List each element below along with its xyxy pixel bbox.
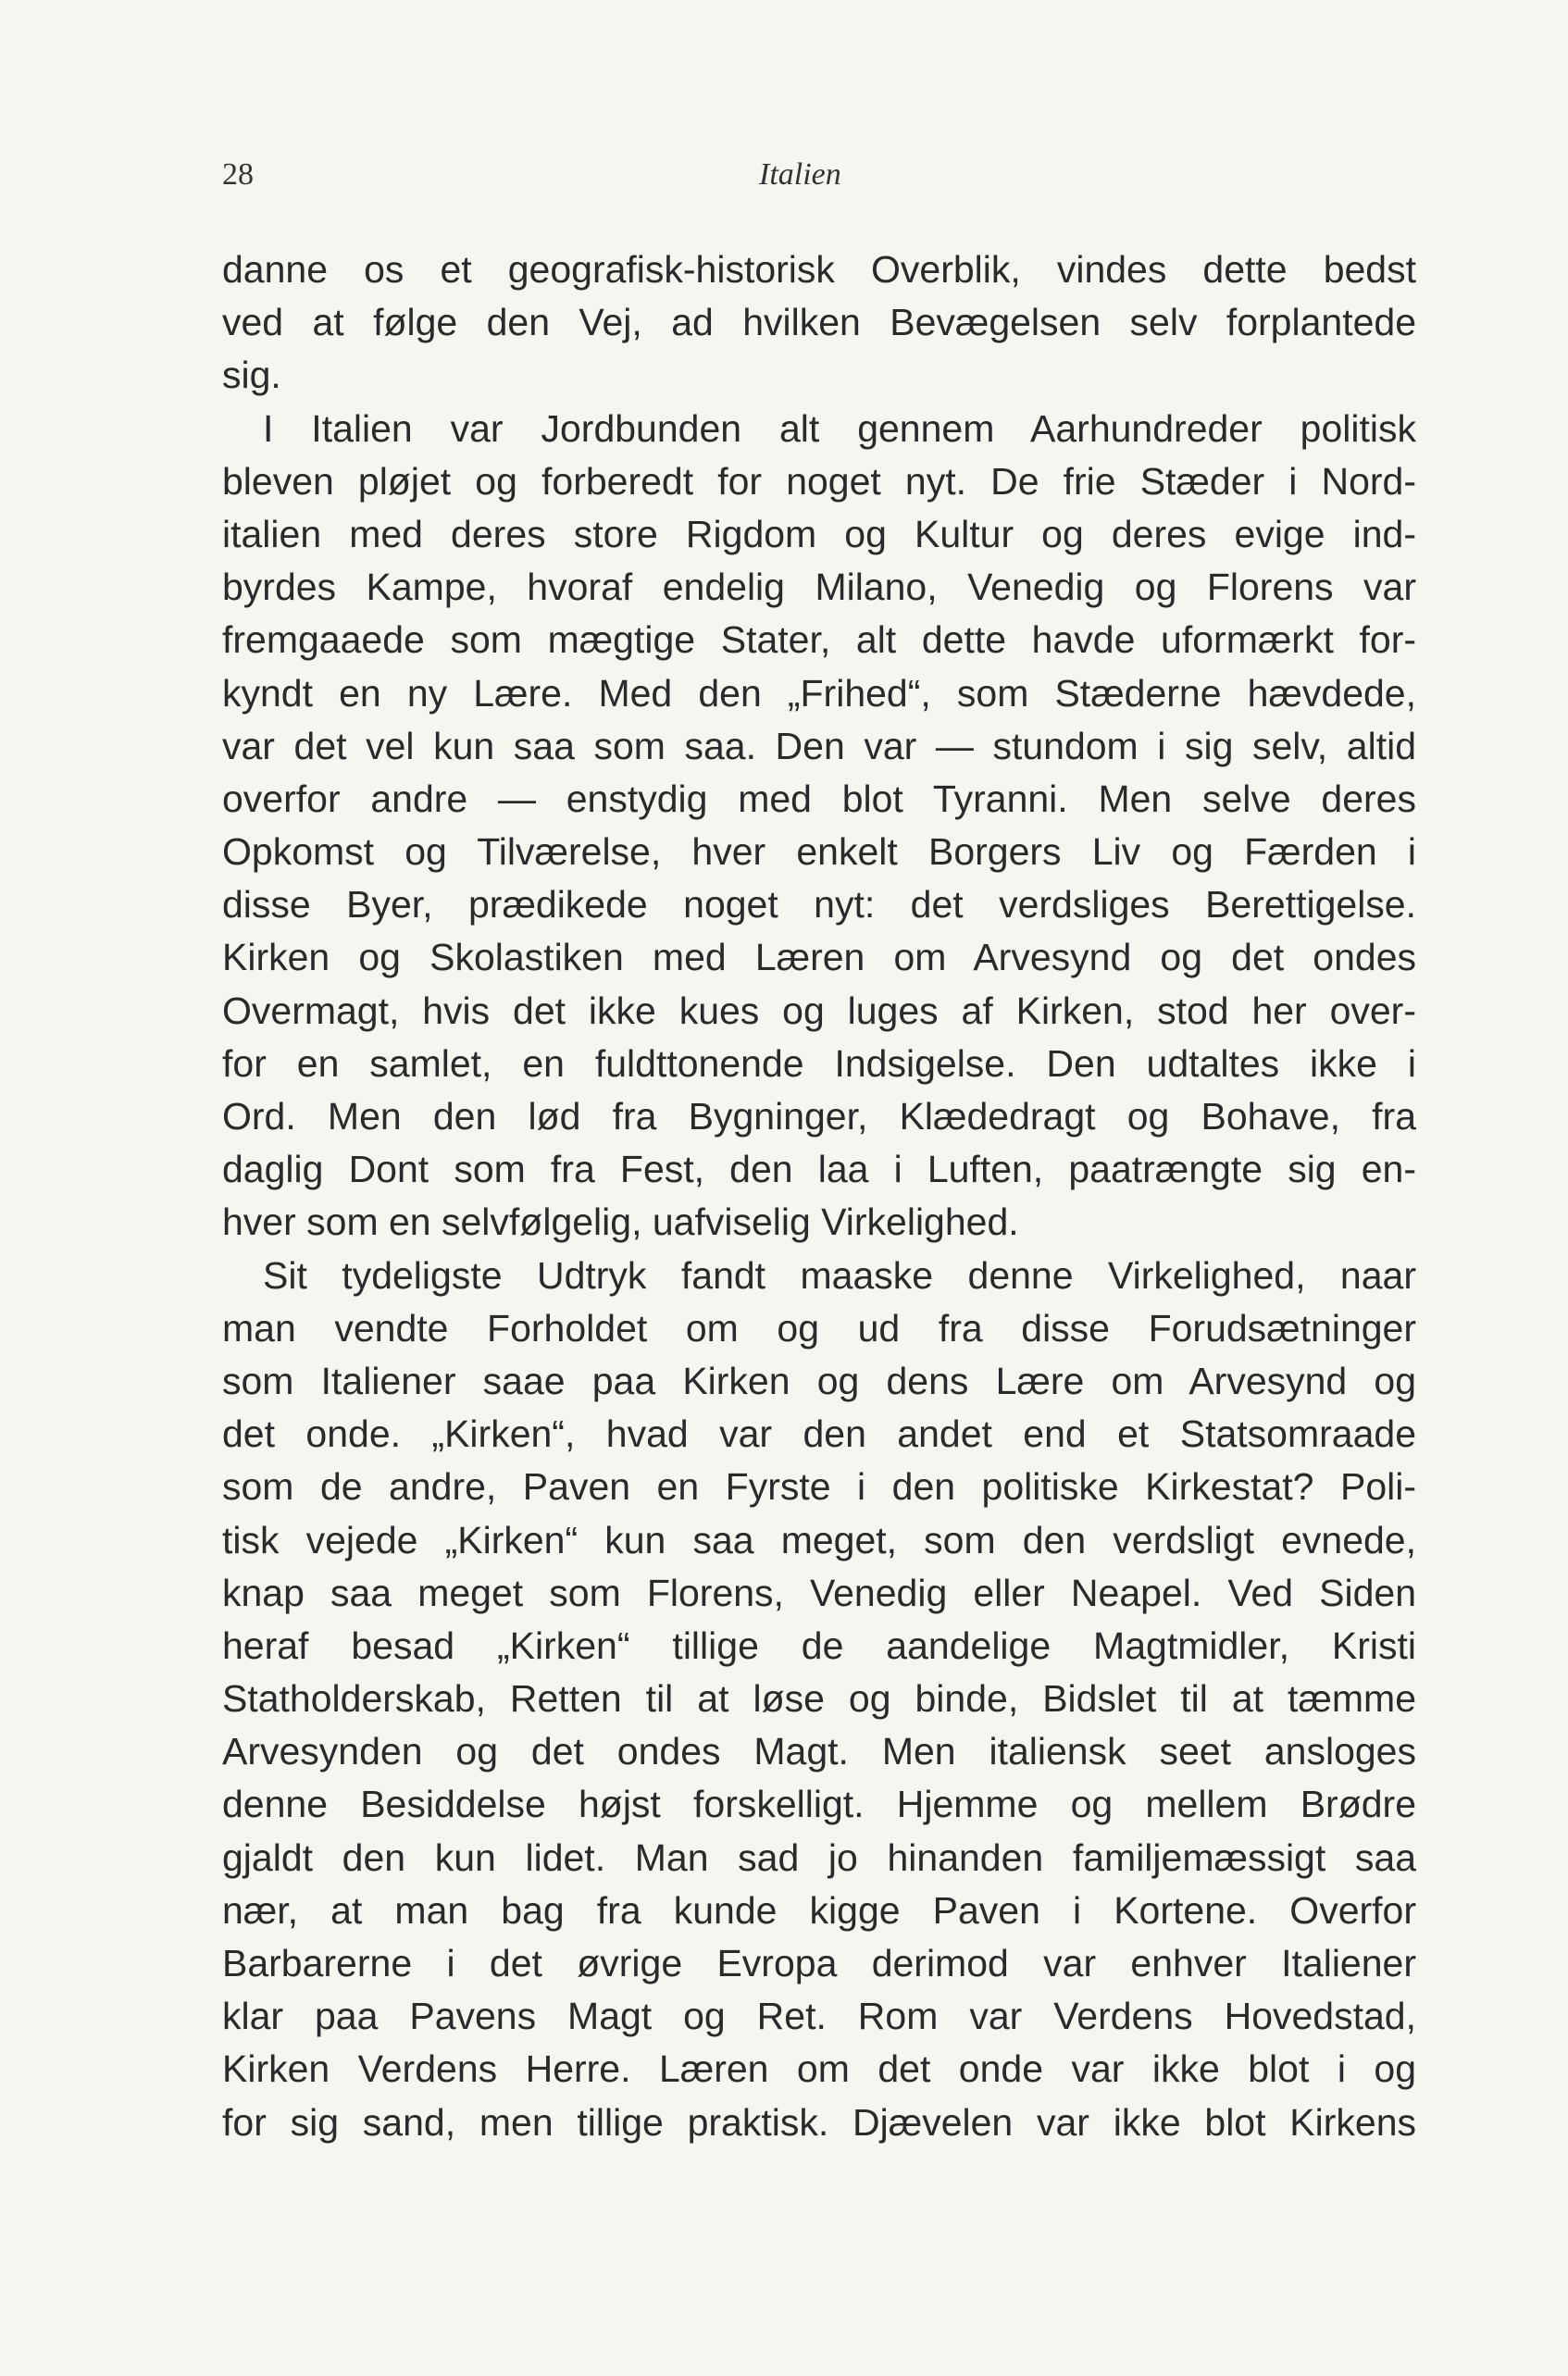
text-line: Kirken og Skolastiken med Læren om Arvesynd og det ondes: [222, 936, 1416, 979]
text-line: hver som en selvfølgelig, uafviselig Virkelighed.: [222, 1200, 1019, 1244]
text-line: som de andre, Paven en Fyrste i den politiske Kirkestat? Poli-: [222, 1465, 1416, 1509]
running-title: Italien: [759, 157, 841, 192]
page-header: [222, 157, 1416, 204]
text-line: heraf besad „Kirken“ tillige de aandelige Magtmidler, Kristi: [222, 1623, 1416, 1667]
text-line: man vendte Forholdet om og ud fra disse Forudsætninger: [222, 1306, 1416, 1350]
text-line: sig.: [222, 354, 281, 397]
text-line: Kirken Verdens Herre. Læren om det onde var ikke blot i og: [222, 2047, 1416, 2091]
text-line: kyndt en ny Lære. Med den „Frihed“, som Stæderne hævdede,: [222, 671, 1416, 715]
text-line: fremgaaede som mægtige Stater, alt dette havde uformærkt for-: [222, 618, 1416, 662]
text-line: overfor andre — enstydig med blot Tyranni. Men selve deres: [222, 777, 1416, 820]
text-line: Sit tydeligste Udtryk fandt maaske denne Virkelighed, naar: [263, 1253, 1416, 1297]
text-line: Arvesynden og det ondes Magt. Men italiensk seet ansloges: [222, 1730, 1416, 1773]
text-line: det onde. „Kirken“, hvad var den andet end et Statsomraade: [222, 1412, 1416, 1456]
text-line: disse Byer, prædikede noget nyt: det verdsliges Berettigelse.: [222, 883, 1416, 927]
text-line: Barbarerne i det øvrige Evropa derimod var enhver Italiener: [222, 1942, 1416, 1984]
text-line: klar paa Pavens Magt og Ret. Rom var Verdens Hovedstad,: [222, 1995, 1416, 2038]
text-line: nær, at man bag fra kunde kigge Paven i Kortene. Overfor: [222, 1888, 1416, 1932]
text-line: byrdes Kampe, hvoraf endelig Milano, Venedig og Florens var: [222, 566, 1416, 609]
text-line: Opkomst og Tilværelse, hver enkelt Borgers Liv og Færden i: [222, 830, 1416, 874]
text-line: som Italiener saae paa Kirken og dens Lære om Arvesynd og: [222, 1359, 1416, 1402]
text-line: I Italien var Jordbunden alt gennem Aarhundreder politisk: [263, 406, 1416, 450]
text-line: for sig sand, men tillige praktisk. Djævelen var ikke blot Kirkens: [222, 2100, 1416, 2144]
text-line: Ord. Men den lød fra Bygninger, Klædedragt og Bohave, fra: [222, 1095, 1416, 1138]
text-line: for en samlet, en fuldttonende Indsigelse. Den udtaltes ikke i: [222, 1041, 1416, 1085]
text-line: italien med deres store Rigdom og Kultur og deres evige ind-: [222, 512, 1416, 555]
body-text: [222, 243, 1416, 2149]
text-line: bleven pløjet og forberedt for noget nyt. De frie Stæder i Nord-: [222, 459, 1416, 503]
text-line: gjaldt den kun lidet. Man sad jo hinanden familjemæssigt saa: [222, 1835, 1416, 1879]
text-line: danne os et geografisk-historisk Overblik, vindes dette bedst: [222, 248, 1416, 291]
text-line: Overmagt, hvis det ikke kues og luges af Kirken, stod her over-: [222, 989, 1416, 1032]
page-number: 28: [222, 157, 254, 192]
text-line: tisk vejede „Kirken“ kun saa meget, som den verdsligt evnede,: [222, 1518, 1416, 1561]
text-line: denne Besiddelse højst forskelligt. Hjemme og mellem Brødre: [222, 1783, 1416, 1826]
text-line: var det vel kun saa som saa. Den var — stundom i sig selv, altid: [222, 724, 1416, 767]
text-line: ved at følge den Vej, ad hvilken Bevægelsen selv forplantede: [222, 301, 1416, 344]
text-line: knap saa meget som Florens, Venedig eller Neapel. Ved Siden: [222, 1571, 1416, 1614]
text-line: daglig Dont som fra Fest, den laa i Luften, paatrængte sig en-: [222, 1148, 1416, 1191]
text-line: Statholderskab, Retten til at løse og binde, Bidslet til at tæmme: [222, 1677, 1416, 1721]
